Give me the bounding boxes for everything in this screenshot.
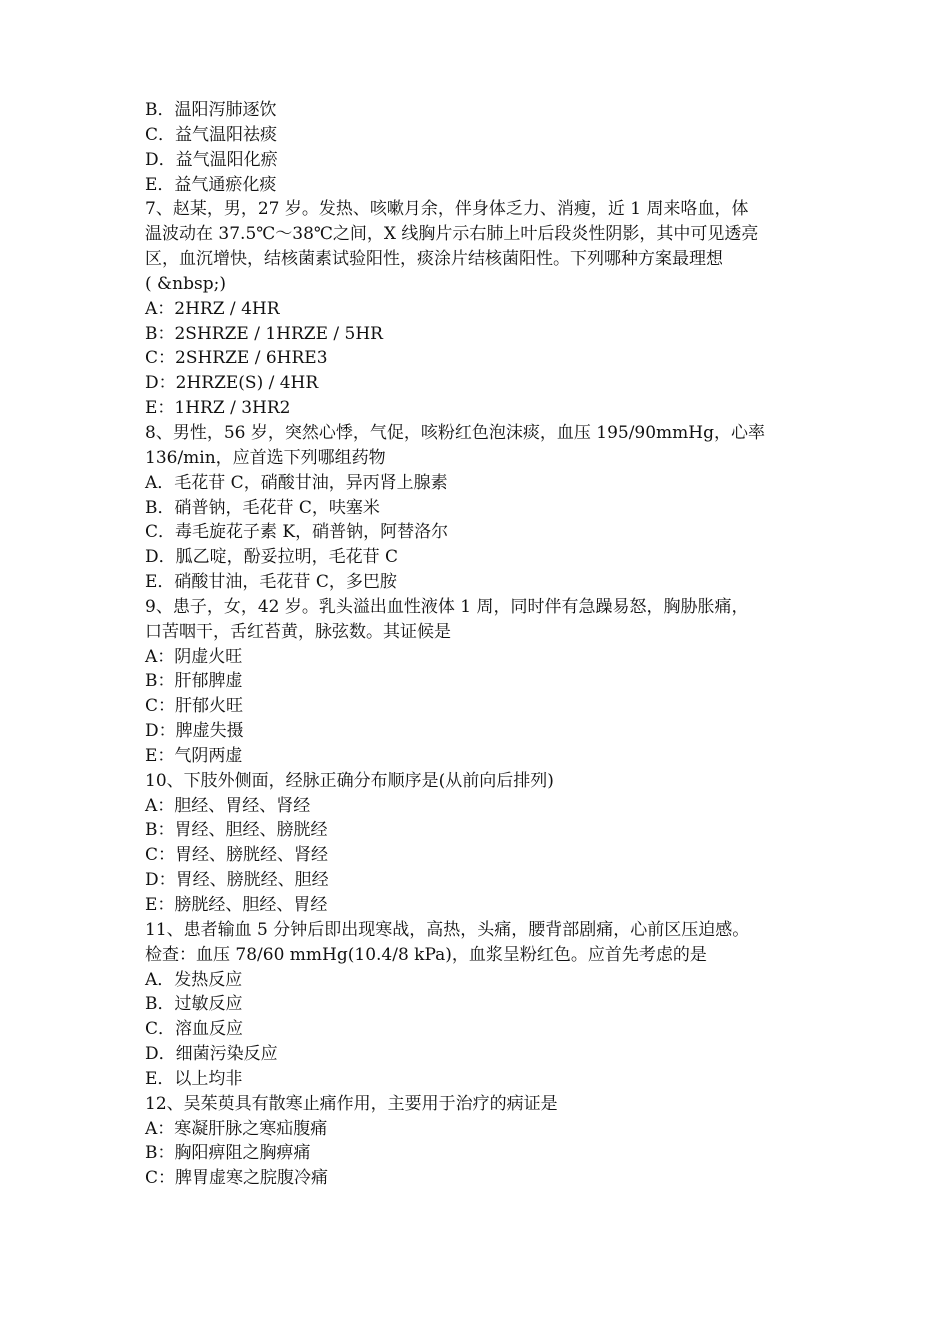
option-9a: A：阴虚火旺 bbox=[145, 646, 243, 667]
option-9d: D：脾虚失摄 bbox=[145, 721, 244, 742]
option-7d: D：2HRZE(S) / 4HR bbox=[145, 373, 319, 394]
option-6d: D．益气温阳化瘀 bbox=[145, 149, 278, 170]
option-11d: D．细菌污染反应 bbox=[145, 1044, 278, 1065]
option-8e: E．硝酸甘油，毛花苷 C，多巴胺 bbox=[145, 572, 397, 593]
option-10a: A：胆经、胃经、肾经 bbox=[145, 795, 311, 816]
option-12b: B：胸阳痹阻之胸痹痛 bbox=[145, 1143, 311, 1164]
option-8c: C．毒毛旋花子素 K，硝普钠，阿替洛尔 bbox=[145, 522, 449, 543]
option-10c: C：胃经、膀胱经、肾经 bbox=[145, 845, 329, 866]
question-11-line-2: 检查：血压 78/60 mmHg(10.4/8 kPa)，血浆呈粉红色。应首先考虑的是 bbox=[145, 944, 707, 965]
option-9b: B：肝郁脾虚 bbox=[145, 671, 243, 692]
option-6b: B．温阳泻肺逐饮 bbox=[145, 100, 277, 120]
option-11b: B．过敏反应 bbox=[145, 994, 243, 1015]
option-7c: C：2SHRZE / 6HRE3 bbox=[145, 348, 328, 369]
option-7b: B：2SHRZE / 1HRZE / 5HR bbox=[145, 323, 383, 344]
option-6e: E．益气通瘀化痰 bbox=[145, 174, 277, 195]
question-7-line-1: 7、赵某，男，27 岁。发热、咳嗽月余，伴身体乏力、消瘦，近 1 周来咯血，体 bbox=[145, 199, 749, 220]
question-9-line-1: 9、患子，女，42 岁。乳头溢出血性液体 1 周，同时伴有急躁易怒，胸胁胀痛， bbox=[145, 596, 749, 617]
option-10e: E：膀胱经、胆经、胃经 bbox=[145, 895, 328, 915]
option-7e: E：1HRZ / 3HR2 bbox=[145, 398, 291, 419]
option-10d: D：胃经、膀胱经、胆经 bbox=[145, 870, 329, 891]
question-11-line-1: 11、患者输血 5 分钟后即出现寒战，高热，头痛，腰背部剧痛，心前区压迫感。 bbox=[145, 919, 750, 940]
option-6c: C．益气温阳祛痰 bbox=[145, 124, 278, 145]
option-11a: A．发热反应 bbox=[145, 969, 243, 990]
option-8d: D．胍乙啶，酚妥拉明，毛花苷 C bbox=[145, 547, 399, 568]
option-12c: C：脾胃虚寒之脘腹冷痛 bbox=[145, 1168, 329, 1189]
question-7-line-2: 温波动在 37.5℃～38℃之间，X 线胸片示右肺上叶后段炎性阴影，其中可见透亮 bbox=[145, 224, 759, 245]
option-10b: B：胃经、胆经、膀胱经 bbox=[145, 820, 328, 841]
option-12a: A：寒凝肝脉之寒疝腹痛 bbox=[145, 1118, 328, 1139]
option-11c: C．溶血反应 bbox=[145, 1019, 244, 1040]
question-7-line-3: 区，血沉增快，结核菌素试验阳性，痰涂片结核菌阳性。下列哪种方案最理想 bbox=[145, 249, 723, 270]
question-12: 12、吴茱萸具有散寒止痛作用，主要用于治疗的病证是 bbox=[145, 1093, 558, 1114]
option-7a: A：2HRZ / 4HR bbox=[145, 298, 280, 319]
option-8a: A．毛花苷 C，硝酸甘油，异丙肾上腺素 bbox=[145, 472, 448, 493]
question-7-line-4: ( &nbsp;) bbox=[145, 273, 226, 294]
option-9e: E：气阴两虚 bbox=[145, 745, 243, 766]
option-9c: C：肝郁火旺 bbox=[145, 696, 244, 717]
option-11e: E．以上均非 bbox=[145, 1068, 243, 1089]
question-10: 10、下肢外侧面，经脉正确分布顺序是(从前向后排列) bbox=[145, 770, 554, 791]
question-8-line-2: 136/min，应首选下列哪组药物 bbox=[145, 447, 386, 468]
question-8-line-1: 8、男性，56 岁，突然心悸，气促，咳粉红色泡沫痰，血压 195/90mmHg，心率 bbox=[145, 422, 766, 443]
question-9-line-2: 口苦咽干，舌红苔黄，脉弦数。其证候是 bbox=[145, 621, 451, 642]
option-8b: B．硝普钠，毛花苷 C，呋塞米 bbox=[145, 497, 380, 518]
document-page bbox=[145, 98, 815, 1191]
